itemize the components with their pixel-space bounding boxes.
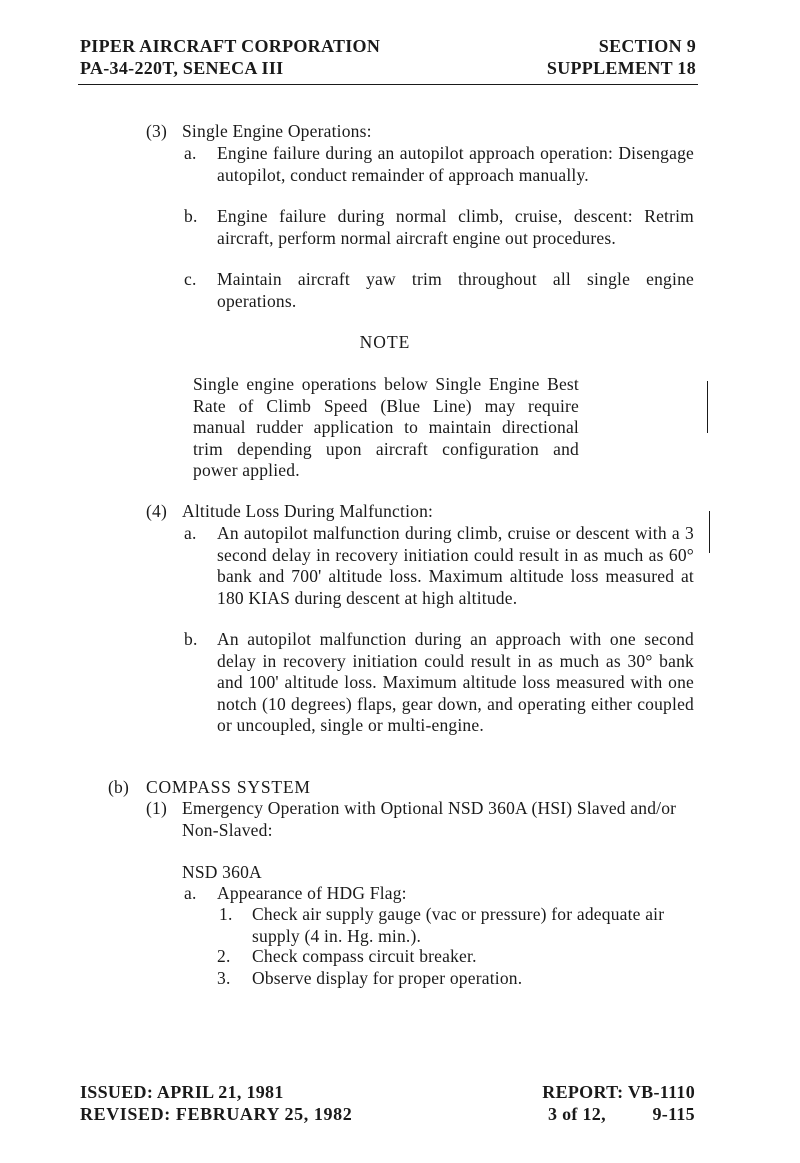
step-1-number: 1.	[219, 904, 233, 924]
note-text: Single engine operations below Single Engine Best Rate of Climb Speed (Blue Line) may require manual rudder application to maintain directional trim depending upon aircraft configuration and power applied.	[193, 374, 579, 480]
altitude-loss-title: Altitude Loss During Malfunction:	[182, 501, 434, 521]
footer-report: REPORT: VB-1110	[542, 1082, 695, 1102]
footer-issued: ISSUED: APRIL 21, 1981	[80, 1082, 284, 1102]
footer-page-number: 9-115	[652, 1104, 695, 1124]
altitude-loss-b-letter: b.	[184, 629, 198, 649]
header-model: PA-34-220T, SENECA III	[80, 58, 284, 78]
compass-title: COMPASS SYSTEM	[146, 777, 311, 797]
nsd-heading: NSD 360A	[182, 862, 262, 882]
note-title: NOTE	[359, 332, 411, 352]
revision-bar	[707, 381, 708, 433]
single-engine-b-letter: b.	[184, 206, 198, 226]
single-engine-c-text: Maintain aircraft yaw trim throughout all single engine operations.	[217, 269, 694, 311]
altitude-loss-number: (4)	[146, 501, 168, 521]
single-engine-number: (3)	[146, 121, 168, 141]
step-3-number: 3.	[217, 968, 231, 988]
step-2-number: 2.	[217, 946, 231, 966]
hdg-flag-letter: a.	[184, 883, 197, 903]
revision-bar	[709, 511, 710, 553]
altitude-loss-a-letter: a.	[184, 523, 197, 543]
single-engine-b-text: Engine failure during normal climb, cruise, descent: Retrim aircraft, perform normal aircraft engine out procedures.	[217, 206, 694, 248]
compass-emergency-number: (1)	[146, 798, 168, 818]
single-engine-c-letter: c.	[184, 269, 197, 289]
hdg-flag-title: Appearance of HDG Flag:	[217, 883, 407, 903]
single-engine-a-text: Engine failure during an autopilot approach operation: Disengage autopilot, conduct remainder of approach manually.	[217, 143, 694, 185]
altitude-loss-b-text: An autopilot malfunction during an approach with one second delay in recovery initiation could result in as much as 30° bank and 100' altitude loss. Maximum altitude loss measured with one notch (10 degrees) flaps, gear down, and operating either coupled or uncoupled, single or multi-engine.	[217, 629, 694, 735]
step-3-text: Observe display for proper operation.	[252, 968, 523, 988]
footer-page-count: 3 of 12,	[548, 1104, 606, 1124]
compass-number: (b)	[108, 777, 130, 797]
compass-emergency-text: Emergency Operation with Optional NSD 360A (HSI) Slaved and/or Non-Slaved:	[182, 798, 677, 840]
header-section: SECTION 9	[598, 36, 696, 56]
step-2-text: Check compass circuit breaker.	[252, 946, 477, 966]
step-1-text: Check air supply gauge (vac or pressure) for adequate air supply (4 in. Hg. min.).	[252, 904, 665, 946]
single-engine-a-letter: a.	[184, 143, 197, 163]
footer-revised: REVISED: FEBRUARY 25, 1982	[80, 1104, 353, 1124]
header-supplement: SUPPLEMENT 18	[546, 58, 696, 78]
altitude-loss-a-text: An autopilot malfunction during climb, cruise or descent with a 3 second delay in recovery initiation could result in as much as 60° bank and 700' altitude loss. Maximum altitude loss measured at 180 KIAS during descent at high altitude.	[217, 523, 694, 608]
single-engine-title: Single Engine Operations:	[182, 121, 372, 141]
header-rule	[78, 84, 698, 85]
header-company: PIPER AIRCRAFT CORPORATION	[80, 36, 381, 56]
